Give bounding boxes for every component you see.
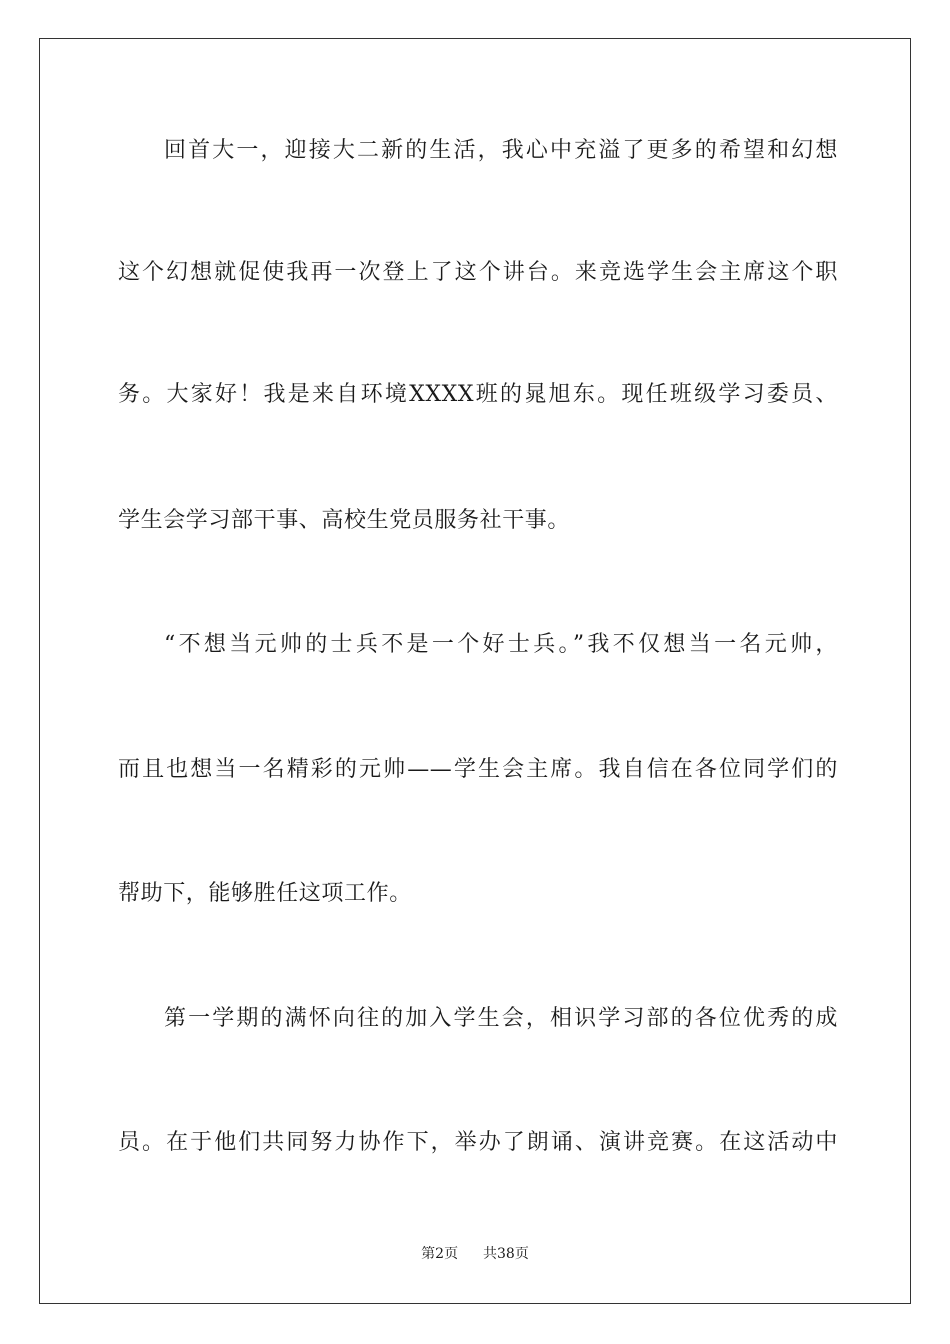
total-page-count: 共38页 — [483, 1246, 529, 1262]
paragraph-line: 回首大一，迎接大二新的生活，我心中充溢了更多的希望和幻想 — [164, 138, 838, 163]
page-frame — [39, 38, 911, 1304]
paragraph-line: 第一学期的满怀向往的加入学生会，相识学习部的各位优秀的成 — [164, 1006, 838, 1031]
page-footer — [0, 1244, 950, 1264]
paragraph-line: 帮助下，能够胜任这项工作。 — [118, 881, 412, 906]
current-page-number: 第2页 — [421, 1246, 459, 1262]
paragraph-line: 务。大家好！我是来自环境XXXX班的晁旭东。现任班级学习委员、 — [118, 382, 838, 407]
paragraph-line: 而且也想当一名精彩的元帅——学生会主席。我自信在各位同学们的 — [118, 757, 838, 782]
paragraph-line: 这个幻想就促使我再一次登上了这个讲台。来竞选学生会主席这个职 — [118, 260, 838, 285]
paragraph-line: 员。在于他们共同努力协作下，举办了朗诵、演讲竞赛。在这活动中 — [118, 1130, 838, 1155]
paragraph-line: “不想当元帅的士兵不是一个好士兵。”我不仅想当一名元帅， — [164, 632, 838, 657]
paragraph-line: 学生会学习部干事、高校生党员服务社干事。 — [118, 508, 571, 533]
